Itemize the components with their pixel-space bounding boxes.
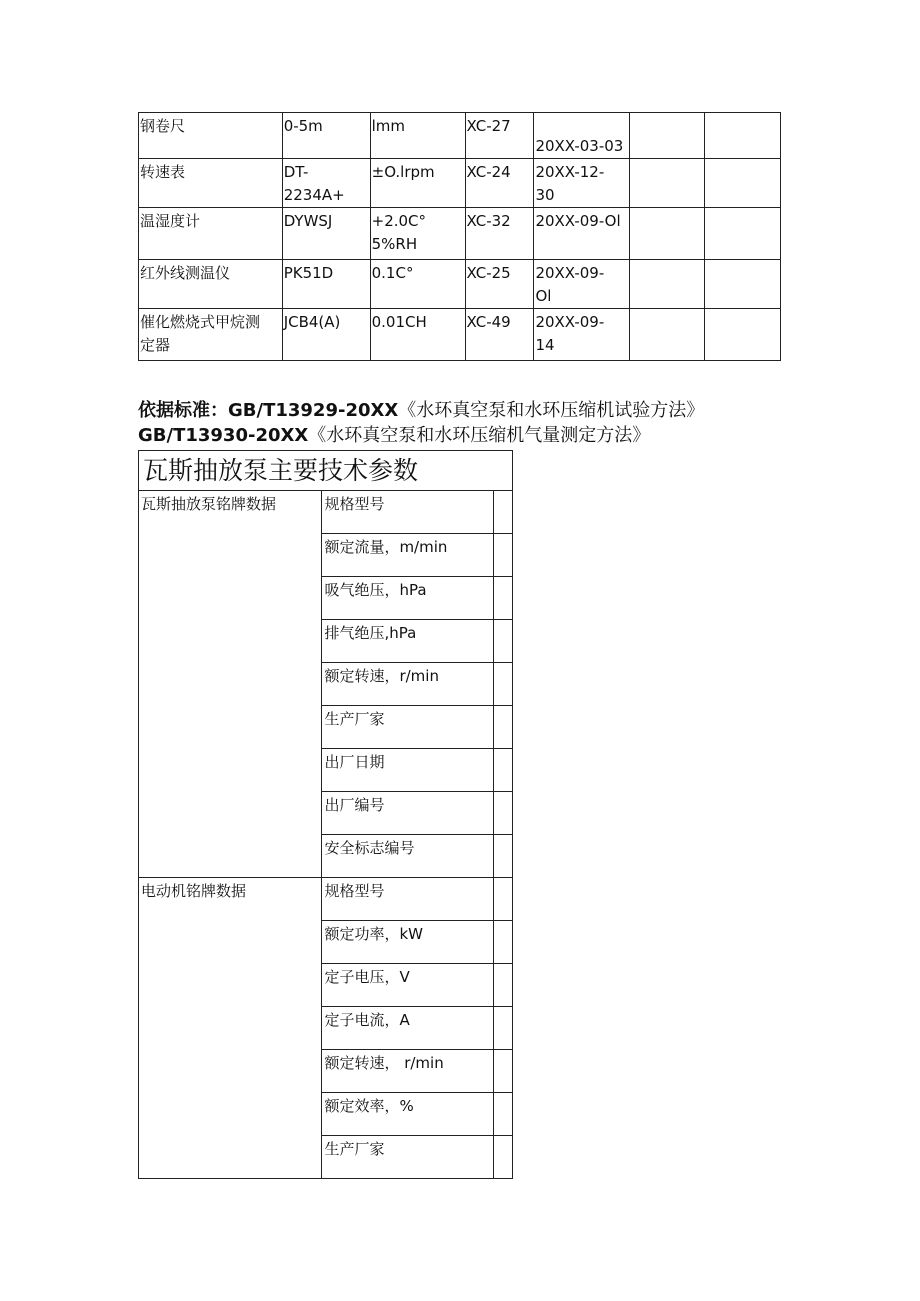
instrument-c7-cell xyxy=(705,208,781,260)
param-value-cell xyxy=(494,749,513,792)
param-value-cell xyxy=(494,1136,513,1179)
instrument-c6-cell xyxy=(630,309,705,361)
param-value-cell xyxy=(494,620,513,663)
instrument-accuracy-cell: 0.01CH xyxy=(370,309,465,361)
instrument-c6-cell xyxy=(630,159,705,208)
instrument-code-cell: XC-24 xyxy=(465,159,534,208)
instrument-c7-cell xyxy=(705,113,781,159)
table-row xyxy=(139,159,781,208)
standards-text xyxy=(138,398,704,448)
instrument-c6-cell xyxy=(630,208,705,260)
param-group-label: 电动机铭牌数据 xyxy=(139,878,322,1179)
param-value-cell xyxy=(494,921,513,964)
param-name-cell: 额定效率，% xyxy=(322,1093,494,1136)
instrument-model-cell: DT-2234A+ xyxy=(282,159,370,208)
param-name-cell: 额定流量，m/min xyxy=(322,534,494,577)
param-name-cell: 额定功率，kW xyxy=(322,921,494,964)
instrument-accuracy-cell: ±O.lrpm xyxy=(370,159,465,208)
param-value-cell xyxy=(494,534,513,577)
instrument-accuracy-cell: +2.0C° 5%RH xyxy=(370,208,465,260)
instrument-date-cell: 20XX-03-03 xyxy=(534,113,630,159)
instrument-c7-cell xyxy=(705,159,781,208)
instrument-name-cell: 钢卷尺 xyxy=(139,113,283,159)
param-value-cell xyxy=(494,706,513,749)
table-row xyxy=(139,309,781,361)
param-name-cell: 额定转速， r/min xyxy=(322,1050,494,1093)
param-value-cell xyxy=(494,1007,513,1050)
table-row xyxy=(139,260,781,309)
param-value-cell xyxy=(494,1050,513,1093)
param-name-cell: 出厂编号 xyxy=(322,792,494,835)
instrument-model-cell: JCB4(A) xyxy=(282,309,370,361)
instrument-model-cell: PK51D xyxy=(282,260,370,309)
param-row xyxy=(139,878,513,921)
pump-params-table xyxy=(138,450,513,1179)
instrument-code-cell: XC-27 xyxy=(465,113,534,159)
instrument-date-cell: 20XX-12- 30 xyxy=(534,159,630,208)
instrument-code-cell: XC-49 xyxy=(465,309,534,361)
instrument-c7-cell xyxy=(705,260,781,309)
param-name-cell: 定子电流，A xyxy=(322,1007,494,1050)
instrument-date-cell: 20XX-09- 14 xyxy=(534,309,630,361)
param-value-cell xyxy=(494,577,513,620)
instrument-name-cell: 催化燃烧式甲烷测 定器 xyxy=(139,309,283,361)
instrument-code-cell: XC-25 xyxy=(465,260,534,309)
instrument-c6-cell xyxy=(630,260,705,309)
param-value-cell xyxy=(494,964,513,1007)
table-row xyxy=(139,208,781,260)
instrument-code-cell: XC-32 xyxy=(465,208,534,260)
param-name-cell: 定子电压，V xyxy=(322,964,494,1007)
instrument-name-cell: 转速表 xyxy=(139,159,283,208)
param-name-cell: 额定转速，r/min xyxy=(322,663,494,706)
instrument-date-cell: 20XX-09- Ol xyxy=(534,260,630,309)
instrument-c6-cell xyxy=(630,113,705,159)
instrument-model-cell: 0-5m xyxy=(282,113,370,159)
instrument-table xyxy=(138,112,781,361)
table-row xyxy=(139,113,781,159)
instrument-date-cell: 20XX-09-Ol xyxy=(534,208,630,260)
standard-line-2: GB/T13930-20XX《水环真空泵和水环压缩机气量测定方法》 xyxy=(138,425,651,446)
instrument-accuracy-cell: 0.1C° xyxy=(370,260,465,309)
param-name-cell: 规格型号 xyxy=(322,491,494,534)
param-value-cell xyxy=(494,1093,513,1136)
param-value-cell xyxy=(494,491,513,534)
param-value-cell xyxy=(494,663,513,706)
instrument-model-cell: DYWSJ xyxy=(282,208,370,260)
param-value-cell xyxy=(494,835,513,878)
param-name-cell: 吸气绝压，hPa xyxy=(322,577,494,620)
instrument-accuracy-cell: lmm xyxy=(370,113,465,159)
param-value-cell xyxy=(494,878,513,921)
param-name-cell: 出厂日期 xyxy=(322,749,494,792)
standard-line-1: 依据标准：GB/T13929-20XX《水环真空泵和水环压缩机试验方法》 xyxy=(138,400,705,421)
instrument-name-cell: 红外线测温仪 xyxy=(139,260,283,309)
param-name-cell: 排气绝压,hPa xyxy=(322,620,494,663)
param-name-cell: 安全标志编号 xyxy=(322,835,494,878)
params-table-title: 瓦斯抽放泵主要技术参数 xyxy=(139,451,513,491)
param-name-cell: 生产厂家 xyxy=(322,1136,494,1179)
param-name-cell: 规格型号 xyxy=(322,878,494,921)
instrument-name-cell: 温湿度计 xyxy=(139,208,283,260)
param-group-label: 瓦斯抽放泵铭牌数据 xyxy=(139,491,322,878)
param-row xyxy=(139,491,513,534)
param-name-cell: 生产厂家 xyxy=(322,706,494,749)
param-value-cell xyxy=(494,792,513,835)
instrument-c7-cell xyxy=(705,309,781,361)
